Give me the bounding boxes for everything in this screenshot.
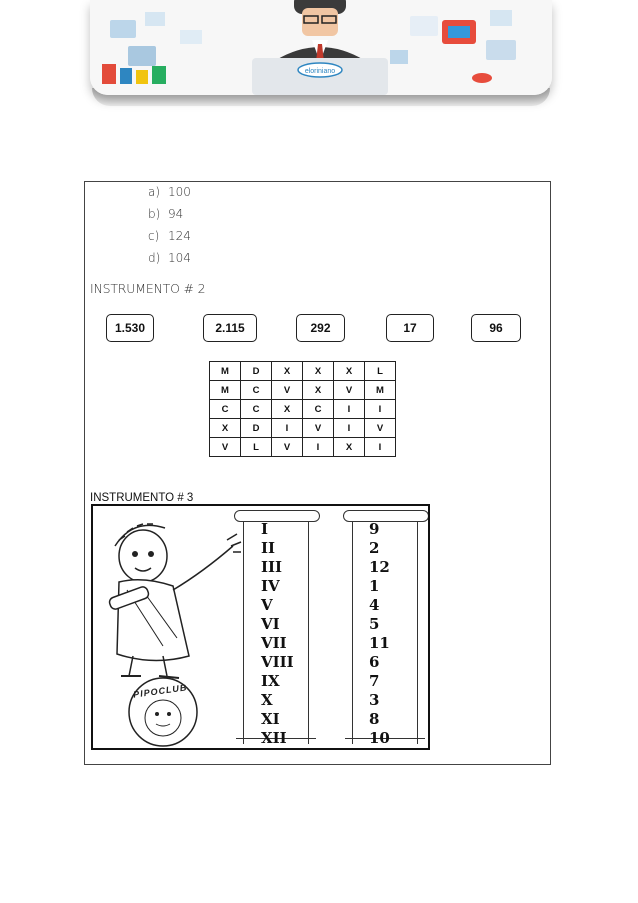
roman-matching-worksheet [91, 504, 430, 750]
arabic-number: 3 [369, 691, 380, 709]
arabic-number: 9 [369, 520, 380, 538]
grid-cell: M [210, 362, 241, 381]
number-box: 96 [471, 314, 521, 342]
grid-cell: X [334, 438, 365, 457]
grid-cell: C [241, 400, 272, 419]
option-letter: b) [148, 207, 161, 221]
grid-cell: M [365, 381, 396, 400]
header-illustration [90, 0, 552, 95]
number-box: 292 [296, 314, 345, 342]
option-letter: c) [148, 229, 160, 243]
grid-row [210, 362, 396, 381]
option-item [148, 184, 191, 206]
arabic-number: 5 [369, 615, 380, 633]
grid-cell: I [334, 400, 365, 419]
number-box: 1.530 [106, 314, 154, 342]
roman-numerals-list [261, 520, 294, 748]
instrumento-2-title: INSTRUMENTO # 2 [90, 281, 206, 296]
grid-row [210, 419, 396, 438]
arabic-number: 11 [369, 634, 390, 652]
grid-cell: V [365, 419, 396, 438]
grid-cell: X [210, 419, 241, 438]
option-item [148, 206, 191, 228]
svg-text:eloriniano: eloriniano [304, 68, 336, 75]
grid-cell: L [241, 438, 272, 457]
arabic-number: 2 [369, 539, 380, 557]
arabic-number: 10 [369, 729, 390, 747]
grid-row [210, 381, 396, 400]
roman-numeral: IX [261, 672, 280, 690]
grid-cell: I [272, 419, 303, 438]
roman-numeral: II [261, 539, 276, 557]
option-value: 100 [168, 185, 191, 199]
grid-cell: V [272, 438, 303, 457]
grid-cell: V [210, 438, 241, 457]
grid-cell: D [241, 362, 272, 381]
grid-cell: X [334, 362, 365, 381]
option-value: 94 [168, 207, 184, 221]
logo-text: PIPOCLUB [132, 682, 188, 700]
grid-row [210, 438, 396, 457]
grid-cell: I [365, 438, 396, 457]
grid-cell: V [334, 381, 365, 400]
grid-cell: M [210, 381, 241, 400]
arabic-number: 6 [369, 653, 380, 671]
roman-numeral: XI [261, 710, 280, 728]
grid-cell: C [303, 400, 334, 419]
grid-cell: I [365, 400, 396, 419]
grid-cell: I [334, 419, 365, 438]
grid-cell: C [241, 381, 272, 400]
grid-row [210, 400, 396, 419]
option-item [148, 228, 191, 250]
roman-character-illustration [93, 506, 243, 748]
grid-cell: L [365, 362, 396, 381]
option-value: 104 [168, 251, 191, 265]
header-banner [90, 0, 552, 95]
arabic-numbers-list [369, 520, 390, 748]
option-letter: a) [148, 185, 161, 199]
arabic-number: 12 [369, 558, 390, 576]
arabic-number: 7 [369, 672, 380, 690]
option-item [148, 250, 191, 272]
arabic-number: 4 [369, 596, 380, 614]
answer-options [148, 184, 191, 272]
roman-numeral: XII [261, 729, 287, 747]
roman-letter-grid [209, 361, 396, 457]
grid-cell: X [272, 362, 303, 381]
grid-cell: X [303, 381, 334, 400]
grid-cell: I [303, 438, 334, 457]
option-value: 124 [168, 229, 191, 243]
number-box: 2.115 [203, 314, 257, 342]
number-box: 17 [386, 314, 434, 342]
arabic-number: 1 [369, 577, 380, 595]
roman-numeral: VI [261, 615, 280, 633]
grid-cell: V [272, 381, 303, 400]
roman-numeral: IV [261, 577, 280, 595]
roman-numeral: X [261, 691, 273, 709]
instrumento-3-title: INSTRUMENTO # 3 [90, 492, 194, 504]
roman-numeral: VIII [261, 653, 294, 671]
roman-numeral: V [261, 596, 273, 614]
grid-cell: C [210, 400, 241, 419]
grid-cell: X [303, 362, 334, 381]
grid-cell: V [303, 419, 334, 438]
arabic-number: 8 [369, 710, 380, 728]
roman-numeral: III [261, 558, 283, 576]
roman-numeral: VII [261, 634, 287, 652]
roman-numeral: I [261, 520, 269, 538]
grid-cell: X [272, 400, 303, 419]
option-letter: d) [148, 251, 161, 265]
grid-cell: D [241, 419, 272, 438]
